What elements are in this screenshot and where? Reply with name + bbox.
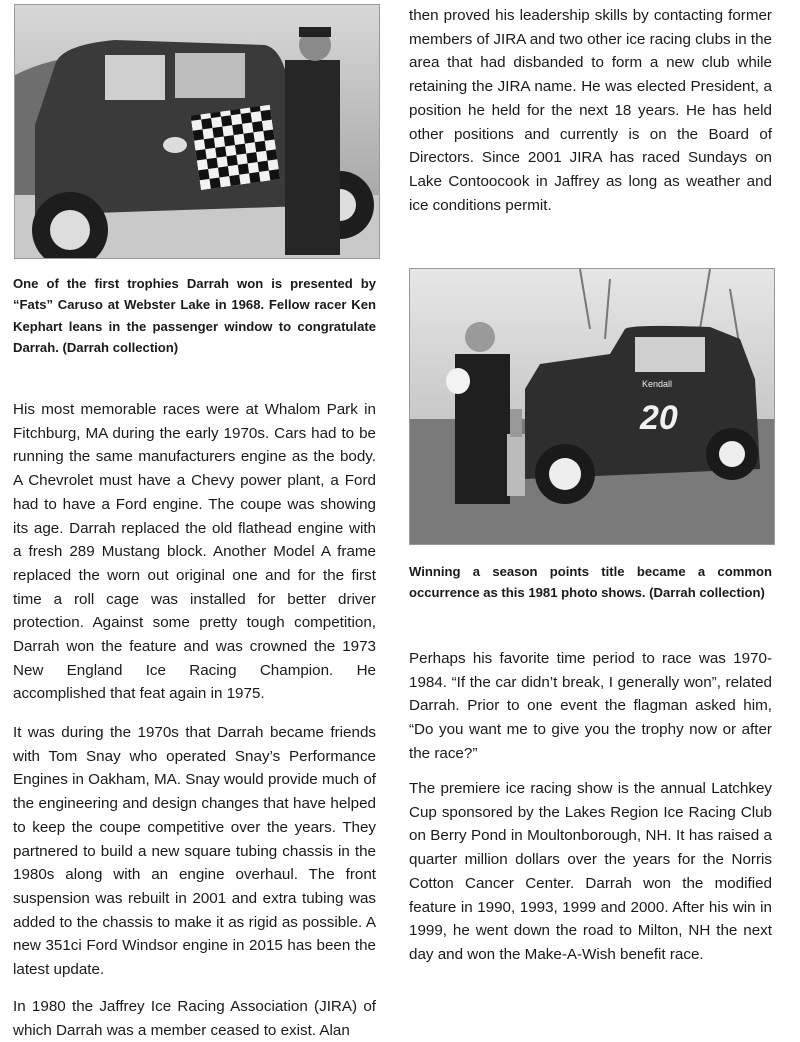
paragraph-favorite-period: Perhaps his favorite time period to race was 1970-1984. “If the car didn’t break, I generally won”, related Darrah. Prior to one event the flagman asked him, “Do you want me to give you the trophy now or after the race?” [409,650,772,762]
photo-coupe-checkered-flag [14,4,380,259]
photo-image [15,5,379,258]
photo-caption-left: One of the first trophies Darrah won is presented by “Fats” Caruso at Webster Lake in 1968. Fellow racer Ken Kephart leans in the passenger window to congratulate Darrah. (Darrah collection) [13,276,376,356]
sponsor-decal: Kendall [642,379,673,389]
paragraph-latchkey-cup: The premiere ice racing show is the annual Latchkey Cup sponsored by the Lakes Region Ice Racing Club on Berry Pond in Moultonborough, NH. It has raised a quarter million dollars over the years for the Norris Cotton Cancer Center. Darrah won the modified feature in 1990, 1993, 1999 and 2000. After his win in 1999, he went down the road to Milton, NH the next day and won the Make-A-Wish benefit race. [409,780,772,963]
paragraph-jira-1980: In 1980 the Jaffrey Ice Racing Association (JIRA) of which Darrah was a member ceased to exist. Alan [13,998,376,1039]
photo-driver-car-20 [409,268,775,545]
paragraph-whalom-park: His most memorable races were at Whalom Park in Fitchburg, MA during the early 1970s. Cars had to be running the same manufacturers engine as the body. A Chevrolet must have a Chevy power plant, a Ford had to have a Ford engine. The coupe was showing its age. Darrah replaced the old flathead engine with a fresh 289 Mustang block. Another Model A frame replaced the worn out original one and for the first time a roll cage was installed for better driver protection. Against some pretty tough competition, Darrah won the feature and was crowned the 1973 New England Ice Racing Champion. He accomplished that feat again in 1975. [13,401,376,703]
paragraph-jira-leadership: then proved his leadership skills by contacting former members of JIRA and two other ice racing clubs in the area that had disbanded to form a new club while retaining the JIRA name. He was elected President, a position he held for the next 18 years. He has held other positions and currently is on the Board of Directors. Since 2001 JIRA has raced Sundays on Lake Contoocook in Jaffrey as long as weather and ice conditions permit. [409,7,772,214]
photo-caption-right: Winning a season points title became a common occurrence as this 1981 photo shows. (Darrah collection) [409,564,772,601]
car-number: 20 [640,399,678,437]
photo-image [410,269,774,544]
paragraph-tom-snay: It was during the 1970s that Darrah became friends with Tom Snay who operated Snay’s Performance Engines in Oakham, MA. Snay would provide much of the engineering and design changes that have helped to keep the coupe competitive over the years. They partnered to build a new square tubing chassis in the 1980s along with an engine overhaul. The front suspension was rebuilt in 2001 and extra tubing was added to the chassis to make it as rigid as possible. A new 351ci Ford Windsor engine in 2015 has been the latest update. [13,724,376,979]
